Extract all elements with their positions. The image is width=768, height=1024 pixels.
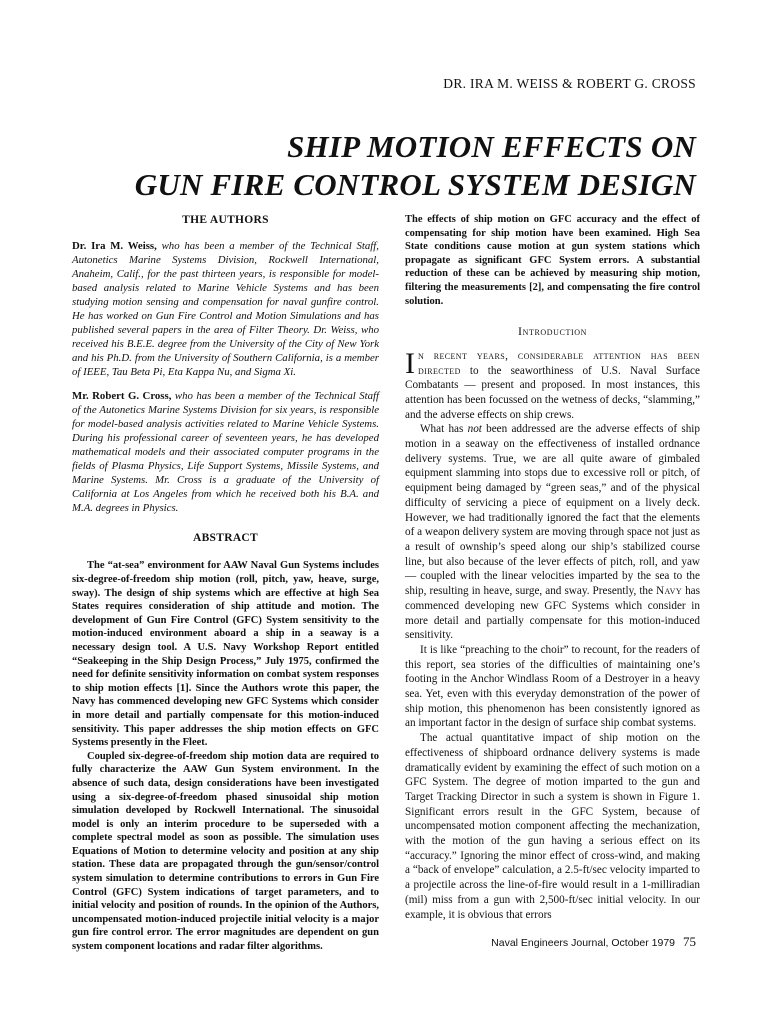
article-title [135,128,696,204]
body-paragraph [405,346,700,423]
journal-citation: Naval Engineers Journal, October 1979 [491,937,675,949]
bio-name: Mr. Robert G. Cross, [72,389,172,402]
author-line: DR. IRA M. WEISS & ROBERT G. CROSS [443,76,696,91]
bio-name: Dr. Ira M. Weiss, [72,239,157,252]
abstract-heading: ABSTRACT [192,531,259,544]
smallcaps-text: Navy [656,585,683,598]
page-number: 75 [683,934,696,949]
bio-text: who has been a member of the Technical Staff of the Autonetics Marine Systems Division for six years, is responsible for model-based analysis activities related to Marine Vehicle Systems. During his professional career of seventeen years, he has developed mathematical models and their associated computer programs in the fields of Plasma Physics, Life Support Systems, Missile Systems, and Marine Systems. Mr. Cross is a graduate of the University of California at Los Angeles from which he received both his B.A. and M.A. degrees in Physics. [72,389,379,514]
introduction-heading: Introduction [518,324,587,339]
body-paragraph: It is like “preaching to the choir” to recount, for the readers of this report, sea stories of the difficulties of maintaining one’s footing in the Anchor Windlass Room of a Destroyer in a heavy sea. Yet, even with this everyday demonstration of the power of ship motion, this phenomenon has been consistently ignored as an important factor in the design of surface ship combat systems. [405,643,700,730]
right-column [405,213,700,922]
body-paragraph [405,422,700,643]
paragraph-text: What has [420,423,468,436]
abstract-paragraph: Coupled six-degree-of-freedom ship motion data are required to fully characterize the AAW Gun System environment. In the absence of such data, design considerations have been investigated using a six-degree-of-freedom phased sinusoidal ship motion simulation developed by Rockwell International. The sinusoidal model is only an interim procedure to be superseded with a complete spectral model as soon as possible. The simulation uses Equations of Motion to determine velocity and position at any ship station. These data are propagated through the gun/sensor/control system simulation to determine contributions to errors in Gun Fire Control (GFC) System indications of target parameters, and to initial velocity and position of rounds. In the opinion of the Authors, uncompensated motion-induced projectile initial velocity is a major gun fire control error. The error magnitudes are dependent on gun system component locations and radar filter algorithms. [72,750,379,953]
body-paragraph: The actual quantitative impact of ship motion on the effectiveness of shipboard ordnance delivery systems is made dramatically evident by examining the effect of such motion on a GFC System. The degree of motion imparted to the gun and Target Tracking Director in such a system is shown in Figure 1. Significant errors result in the GFC System, because of uncompensated motion component affecting the mechanization, with the motion of the gun having a serious effect on its “accuracy.” Ignoring the minor effect of cross-wind, and making a “back of envelope” calculation, a 2.5-ft/sec velocity imparted to a projectile across the line-of-fire would result in a 1-milliradian (mil) miss from a gun with 2,500-ft/sec initial velocity. In our example, it is obvious that errors [405,732,700,921]
emphasis-text: not [467,423,482,436]
title-line-2: GUN FIRE CONTROL SYSTEM DESIGN [134,167,696,202]
authors-heading: THE AUTHORS [182,214,269,226]
paragraph-text: been addressed are the adverse effects of ship motion in a seaway on the effectiveness of installed ordnance delivery systems. True, we are all quite aware of gimbaled equipment slamming into stops due to excessive roll or pitch, of equipment being damaged by “green seas,” and of the physical difficulty of servicing a piece of equipment on a lively deck. However, we had traditionally ignored the fact that the elements of a weapon delivery system are moving through space not just as a result of ownship’s speed along our ship’s stabilized course line, but also because of the lever effects of pitch, roll, and yaw — coupled with the linear velocities imparted by the sea to the ship, resulting in heave, surge, and sway. Presently, the [405,423,700,598]
page-footer [491,934,696,950]
author-bio-weiss [72,239,379,379]
left-column [72,213,379,954]
bio-text: who has been a member of the Technical Staff, Autonetics Marine Systems Division, Rockwell International, Anaheim, Calif., for the past thirteen years, is responsible for model-based analysis related to Marine Vehicle Systems and has been studying motion sensing and compensation for naval gunfire control. He has worked on Gun Fire Control and Motion Simulations and has published several papers in the area of Filter Theory. Dr. Weiss, who received his B.E.E. degree from the University of the City of New York and his Ph.D. from the University of Southern California, is a member of IEEE, Tau Beta Pi, Eta Kappa Nu, and Sigma Xi. [72,239,380,378]
summary-paragraph: The effects of ship motion on GFC accuracy and the effect of compensating for ship motion have been examined. High Sea State conditions cause motion at gun system stations which propagate as significant GFC System errors. A substantial reduction of these can be achieved by measuring ship motion, filtering the measurements [2], and compensating the fire control solution. [405,214,700,307]
smallcaps-lead: n recent years, considerable attention has been directed [418,349,700,377]
drop-cap: I [405,346,415,380]
paragraph-text: has commenced developing new GFC Systems which consider in more detail and partially compensate for this motion-induced sensitivity. [405,585,700,642]
author-bio-cross [72,389,379,515]
abstract-paragraph: The “at-sea” environment for AAW Naval Gun Systems includes six-degree-of-freedom ship motion (roll, pitch, yaw, heave, surge, sway). The design of ship systems which are effective at high Sea States requires consideration of ship attitude and motion. The development of Gun Fire Control (GFC) System sensitivity to the motion-induced environment aboard a ship in a seaway is a necessary design tool. A U.S. Navy Workshop Report entitled “Seakeeping in the Ship Design Process,” July 1975, confirmed the need for definite sensitivity information on combat system responses to ship motion effects [1]. Since the Authors wrote this paper, the Navy has commenced developing new GFC Systems which consider in more detail and partially compensate for this motion-induced sensitivity. This paper addresses the ship motion effects on GFC Systems presently in the Fleet. [72,560,379,749]
title-line-1: SHIP MOTION EFFECTS ON [287,129,696,164]
paragraph-text: to the seaworthiness of U.S. Naval Surface Combatants — present and proposed. In most instances, this attention has been focussed on the wetness of decks, “slamming,” and the adverse effects on ship crews. [405,364,700,421]
